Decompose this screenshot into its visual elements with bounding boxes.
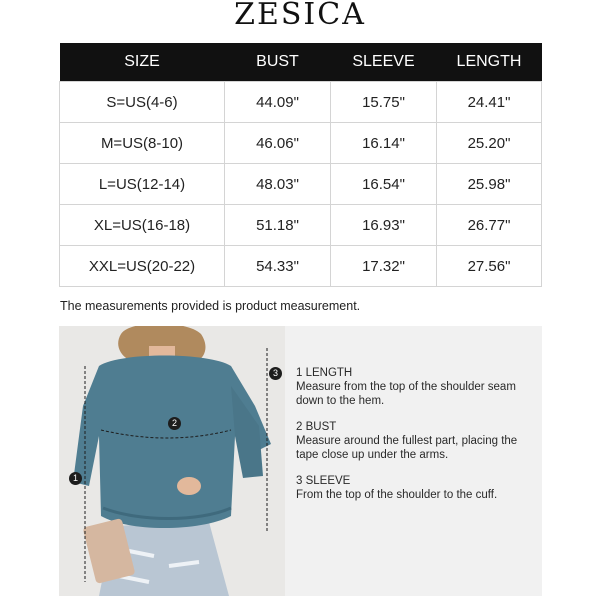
model-photo (59, 326, 285, 596)
table-row (60, 205, 542, 246)
guide-length (296, 366, 536, 408)
guide-bust-text: Measure around the fullest part, placing the tape close up under the arms. (296, 435, 518, 461)
header-bust: BUST (225, 43, 331, 82)
cell-sleeve: 16.54" (331, 164, 437, 205)
measurement-note: The measurements provided is product measurement. (60, 299, 361, 313)
cell-size: XL=US(16-18) (60, 205, 225, 246)
table-header-row (60, 43, 542, 82)
cell-sleeve: 17.32" (331, 246, 437, 287)
badge-sleeve: 3 (269, 367, 282, 380)
brand-logo: ZESICA (234, 0, 366, 32)
cell-length: 25.98" (437, 164, 542, 205)
table-row (60, 164, 542, 205)
cell-bust: 48.03" (225, 164, 331, 205)
guide-length-text: Measure from the top of the shoulder seam down to the hem. (296, 381, 516, 407)
cell-length: 25.20" (437, 123, 542, 164)
cell-sleeve: 16.93" (331, 205, 437, 246)
cell-size: XXL=US(20-22) (60, 246, 225, 287)
guide-length-title: 1 LENGTH (296, 367, 353, 379)
cell-length: 27.56" (437, 246, 542, 287)
cell-bust: 44.09" (225, 82, 331, 123)
table-row (60, 246, 542, 287)
table-row (60, 82, 542, 123)
badge-length: 1 (69, 472, 82, 485)
cell-size: S=US(4-6) (60, 82, 225, 123)
model-illustration (59, 326, 285, 596)
cell-sleeve: 15.75" (331, 82, 437, 123)
guide-sleeve (296, 474, 536, 502)
guide-sleeve-title: 3 SLEEVE (296, 475, 351, 487)
cell-size: M=US(8-10) (60, 123, 225, 164)
cell-length: 26.77" (437, 205, 542, 246)
cell-length: 24.41" (437, 82, 542, 123)
badge-bust: 2 (168, 417, 181, 430)
header-sleeve: SLEEVE (331, 43, 437, 82)
cell-bust: 46.06" (225, 123, 331, 164)
cell-bust: 54.33" (225, 246, 331, 287)
header-length: LENGTH (437, 43, 542, 82)
guide-sleeve-text: From the top of the shoulder to the cuff. (296, 489, 498, 501)
guide-bust (296, 420, 536, 462)
header-size: SIZE (60, 43, 225, 82)
cell-size: L=US(12-14) (60, 164, 225, 205)
cell-sleeve: 16.14" (331, 123, 437, 164)
size-chart-table (59, 43, 542, 287)
measurement-guide-panel (285, 326, 542, 596)
guide-bust-title: 2 BUST (296, 421, 337, 433)
table-row (60, 123, 542, 164)
cell-bust: 51.18" (225, 205, 331, 246)
